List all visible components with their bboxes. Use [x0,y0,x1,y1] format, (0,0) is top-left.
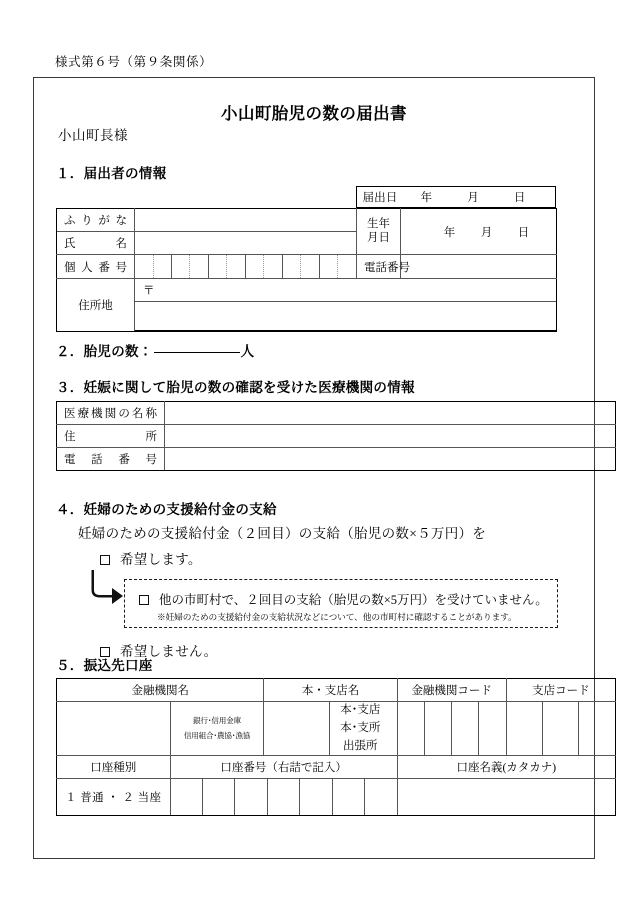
branch-name-input[interactable] [264,702,330,756]
table-row [57,255,557,279]
branch-code-header: 支店コード [506,679,615,702]
arrow-icon [90,570,124,604]
nested-option-row[interactable] [139,590,548,608]
section-5-heading: ５．振込先口座 [56,658,153,673]
bank-code-cell[interactable] [479,702,506,756]
bank-kind-line-2: 信用組合･農協･漁協 [183,730,251,740]
furigana-input[interactable] [135,209,357,232]
form-number: 様式第６号（第９条関係） [55,55,213,69]
account-number-cell-row [171,779,397,815]
submit-date-month[interactable]: 月 [467,192,479,204]
bank-kind-line-1: 銀行･信用金庫 [193,716,241,726]
branch-code-cell[interactable] [578,702,615,756]
phone-label: 電話番号 [357,255,401,279]
submit-date-label: 届出日 [362,192,398,204]
mynumber-cell[interactable] [227,255,245,278]
birthdate-label-line1: 生年 [367,218,390,231]
birthdate-input[interactable] [401,209,557,255]
branch-code-cell[interactable] [542,702,578,756]
table-row [57,402,616,425]
applicant-info-table [56,208,557,332]
bank-code-cell[interactable] [397,702,424,756]
account-number-cell[interactable] [332,779,364,815]
account-number-cell[interactable] [235,779,267,815]
mynumber-cell[interactable] [264,255,282,278]
table-row [57,279,557,302]
section-1-heading: １．届出者の情報 [56,166,167,181]
account-number-header: 口座番号（右詰で記入） [170,756,397,779]
birth-day: 日 [517,226,530,239]
mynumber-cell[interactable] [338,255,356,278]
mynumber-cell[interactable] [153,255,171,278]
table-header-row [57,679,616,702]
section-2-heading [56,340,254,360]
mynumber-cell[interactable] [245,255,263,278]
section-2-label: ２．胎児の数： [56,344,153,359]
branch-kind-1: 本･支店 [340,704,381,716]
submit-date-box [356,186,556,208]
furigana-label: ふりがな [57,209,135,232]
mynumber-cell[interactable] [172,255,190,278]
account-number-cell[interactable] [300,779,332,815]
name-input[interactable] [135,232,357,255]
submit-date-year[interactable]: 年 [420,192,433,204]
form-page [33,77,595,859]
branch-kind-options [329,702,397,756]
option-yes-label: 希望します。 [120,552,202,567]
mynumber-label: 個人番号 [57,255,135,279]
fetus-count-input[interactable] [154,351,240,353]
checkbox-not-received-elsewhere[interactable] [139,595,149,605]
nested-note: ※妊婦のための支援給付金の支給状況などについて、他の市町村に確認することがあります。 [157,612,517,622]
table-row [57,425,616,448]
account-type-input[interactable]: １ 普通 ・ ２ 当座 [57,779,171,816]
mynumber-cell[interactable] [301,255,319,278]
option-no-label: 希望しません。 [120,644,218,659]
section-3-heading: ３．妊娠に関して胎児の数の確認を受けた医療機関の情報 [56,380,415,395]
institution-address-input[interactable] [165,425,616,448]
branch-kind-3: 出張所 [343,739,378,752]
section-4-heading: ４．妊婦のための支援給付金の支給 [56,502,277,517]
table-row [57,209,557,232]
bank-code-cell[interactable] [424,702,451,756]
account-holder-input[interactable] [397,779,615,816]
section-4 [34,498,594,678]
bank-name-input[interactable] [57,702,171,756]
address-label: 住所地 [57,279,135,331]
bank-name-header: 金融機関名 [57,679,264,702]
branch-kind-2: 本･支所 [340,721,381,734]
mynumber-cell[interactable] [190,255,208,278]
option-yes-row[interactable] [100,548,202,568]
mynumber-cell[interactable] [135,255,153,278]
page-title: 小山町胎児の数の届出書 [221,105,407,123]
table-row [57,448,616,471]
mynumber-cell[interactable] [282,255,300,278]
bank-code-header: 金融機関コード [397,679,506,702]
institution-phone-input[interactable] [165,448,616,471]
table-row-spacer [57,331,557,332]
submit-date-day[interactable]: 日 [513,192,526,204]
account-number-cell[interactable] [171,779,203,815]
table-header-row [57,756,616,779]
mynumber-cell[interactable] [208,255,226,278]
institution-address-label: 住 所 [57,425,165,448]
bank-code-cell[interactable] [452,702,479,756]
phone-input[interactable] [401,255,557,279]
bank-account-table [56,678,616,816]
birth-month: 月 [480,226,493,239]
account-holder-header: 口座名義(カタカナ) [397,756,615,779]
checkbox-hope-yes[interactable] [100,555,110,565]
name-label: 氏 名 [57,232,135,255]
mynumber-cell-row [135,255,356,278]
mynumber-cell[interactable] [319,255,337,278]
account-number-input[interactable] [170,779,397,816]
institution-name-label: 医療機関の名称 [57,402,165,425]
address-input[interactable] [135,302,557,331]
zipcode-input[interactable]: 〒 [135,279,557,302]
table-row [57,779,616,816]
bank-kind-options [170,702,264,756]
institution-name-input[interactable] [165,402,616,425]
account-number-cell[interactable] [267,779,299,815]
birth-year: 年 [443,226,456,239]
birthdate-label [357,209,401,255]
account-number-cell[interactable] [202,779,234,815]
account-type-header: 口座種別 [57,756,171,779]
table-row [57,702,616,756]
nested-condition-box [124,579,558,628]
account-number-cell[interactable] [365,779,397,815]
nested-option-label: 他の市町村で、２回目の支給（胎児の数×5万円）を受けていません。 [159,593,548,607]
branch-name-header: 本・支店名 [264,679,397,702]
birthdate-label-line2: 月日 [367,231,390,244]
medical-institution-table [56,401,616,471]
section-4-lead: 妊婦のための支援給付金（２回目）の支給（胎児の数×５万円）を [78,526,487,541]
branch-code-cell[interactable] [506,702,542,756]
section-2-unit: 人 [240,344,255,359]
institution-phone-label: 電 話 番 号 [57,448,165,471]
mynumber-input[interactable] [135,255,357,279]
addressee: 小山町長様 [58,128,128,143]
